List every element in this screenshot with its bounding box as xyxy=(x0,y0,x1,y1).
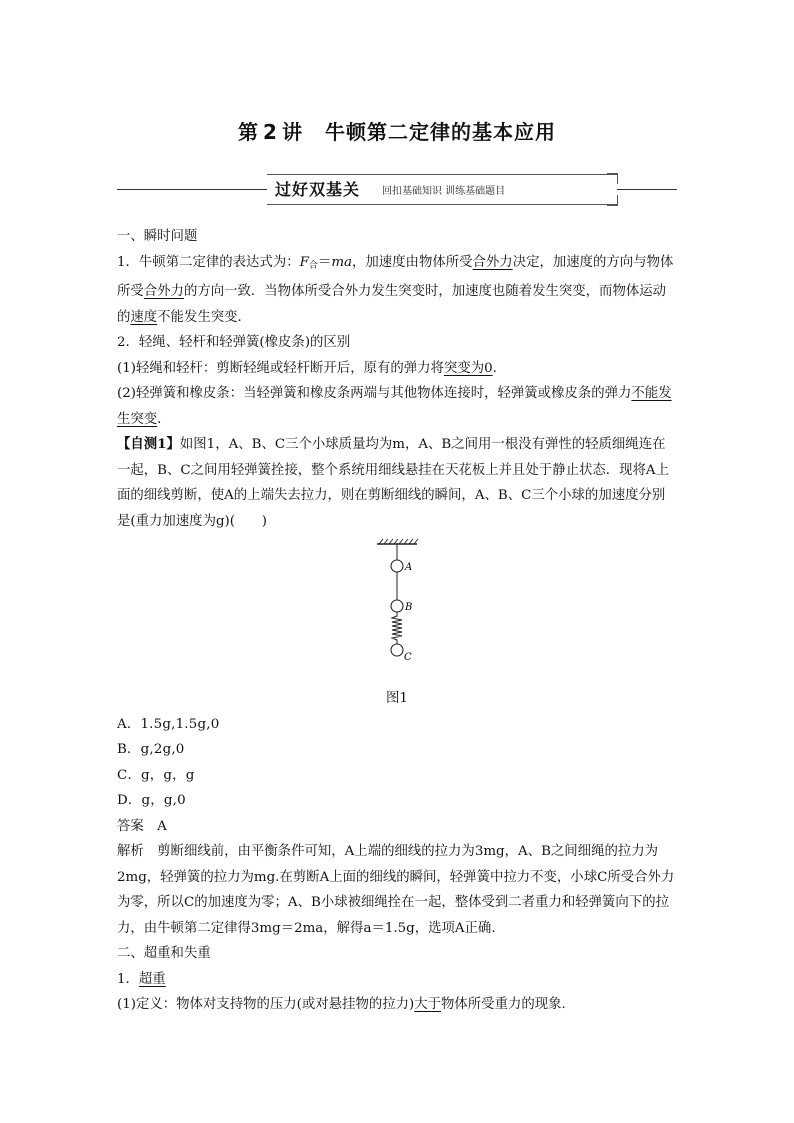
spring xyxy=(392,612,402,644)
question-tag: 【自测1】 xyxy=(117,436,180,452)
paragraph-2: 2．轻绳、轻杆和轻弹簧(橡皮条)的区别 xyxy=(117,335,351,350)
answer: 答案 A xyxy=(117,818,167,834)
section1-heading: 一、瞬时问题 xyxy=(117,229,198,244)
paragraph-4: (2)轻弹簧和橡皮条：当轻弹簧和橡皮条两端与其他物体连接时，轻弹簧或橡皮条的弹力不能发生突变. xyxy=(117,386,672,427)
label-a: A xyxy=(405,562,413,573)
banner-box xyxy=(267,174,617,205)
question: 【自测1】如图1，A、B、C三个小球质量均为m，A、B之间用一根没有弹性的轻质细绳连在一起，B、C之间用轻弹簧拴接，整个系统用细线悬挂在天花板上并且处于静止状态．现将A上面的细线剪断，使A的上端失去拉力，则在剪断细线的瞬间，A、B、C三个小球的加速度分别是(重力加速度为g)( ) xyxy=(117,436,669,529)
section2-definition: (1)定义：物体对支持物的压力(或对悬挂物的拉力)大于物体所受重力的现象. xyxy=(117,997,566,1012)
ball-b xyxy=(391,600,403,612)
paragraph-1: 1．牛顿第二定律的表达式为：$F_合=ma$，加速度由物体所受合外力决定，加速度的方向与物体所受合外力的方向一致．当物体所受合外力发生突变时，加速度也随着发生突变，而物体运动的速度不能发生突变． xyxy=(117,254,674,325)
banner-sub-label: 回扣基础知识 训练基础题目 xyxy=(382,186,506,197)
page-title xyxy=(0,116,794,145)
ball-c xyxy=(391,644,403,656)
option-d: D．g，g,0 xyxy=(117,793,186,808)
label-c: C xyxy=(404,652,412,663)
label-b: B xyxy=(405,602,413,613)
section2-heading: 二、超重和失重 xyxy=(117,946,211,961)
banner-left-rule xyxy=(117,189,267,190)
title-part2: 讲 xyxy=(281,120,303,144)
section2-item1: 1．超重 xyxy=(117,971,166,987)
ball-a xyxy=(391,560,403,572)
banner-right-rule xyxy=(617,189,677,190)
section-banner xyxy=(117,170,677,210)
analysis: 解析 剪断细线前，由平衡条件可知，A上端的细线的拉力为3mg，A、B之间细绳的拉力为2mg，轻弹簧的拉力为mg.在剪断A上面的细线的瞬间，轻弹簧中拉力不变，小球C所受合外力为零，所以C的加速度为零；A、B小球被细绳拴在一起，整体受到二者重力和轻弹簧向下的拉力，由牛顿第二定律得3mg＝2ma，解得a＝1.5g，选项A正确. xyxy=(117,844,675,936)
spring-ball-diagram xyxy=(362,538,432,686)
paragraph-3: (1)轻绳和轻杆：剪断轻绳或轻杆断开后，原有的弹力将突变为0. xyxy=(117,360,497,376)
figure-1 xyxy=(117,538,677,686)
title-text: 牛顿第二定律的基本应用 xyxy=(324,120,556,144)
figure-caption: 图1 xyxy=(386,691,408,706)
banner-main-label: 过好双基关 xyxy=(275,180,361,199)
ceiling-hatch xyxy=(379,539,418,544)
option-a: A．1.5g,1.5g,0 xyxy=(117,716,220,732)
content xyxy=(117,224,677,1018)
option-b: B．g,2g,0 xyxy=(117,742,185,757)
title-num: 2 xyxy=(263,120,278,144)
title-part1: 第 xyxy=(238,120,260,144)
option-c: C．g，g，g xyxy=(117,767,195,783)
